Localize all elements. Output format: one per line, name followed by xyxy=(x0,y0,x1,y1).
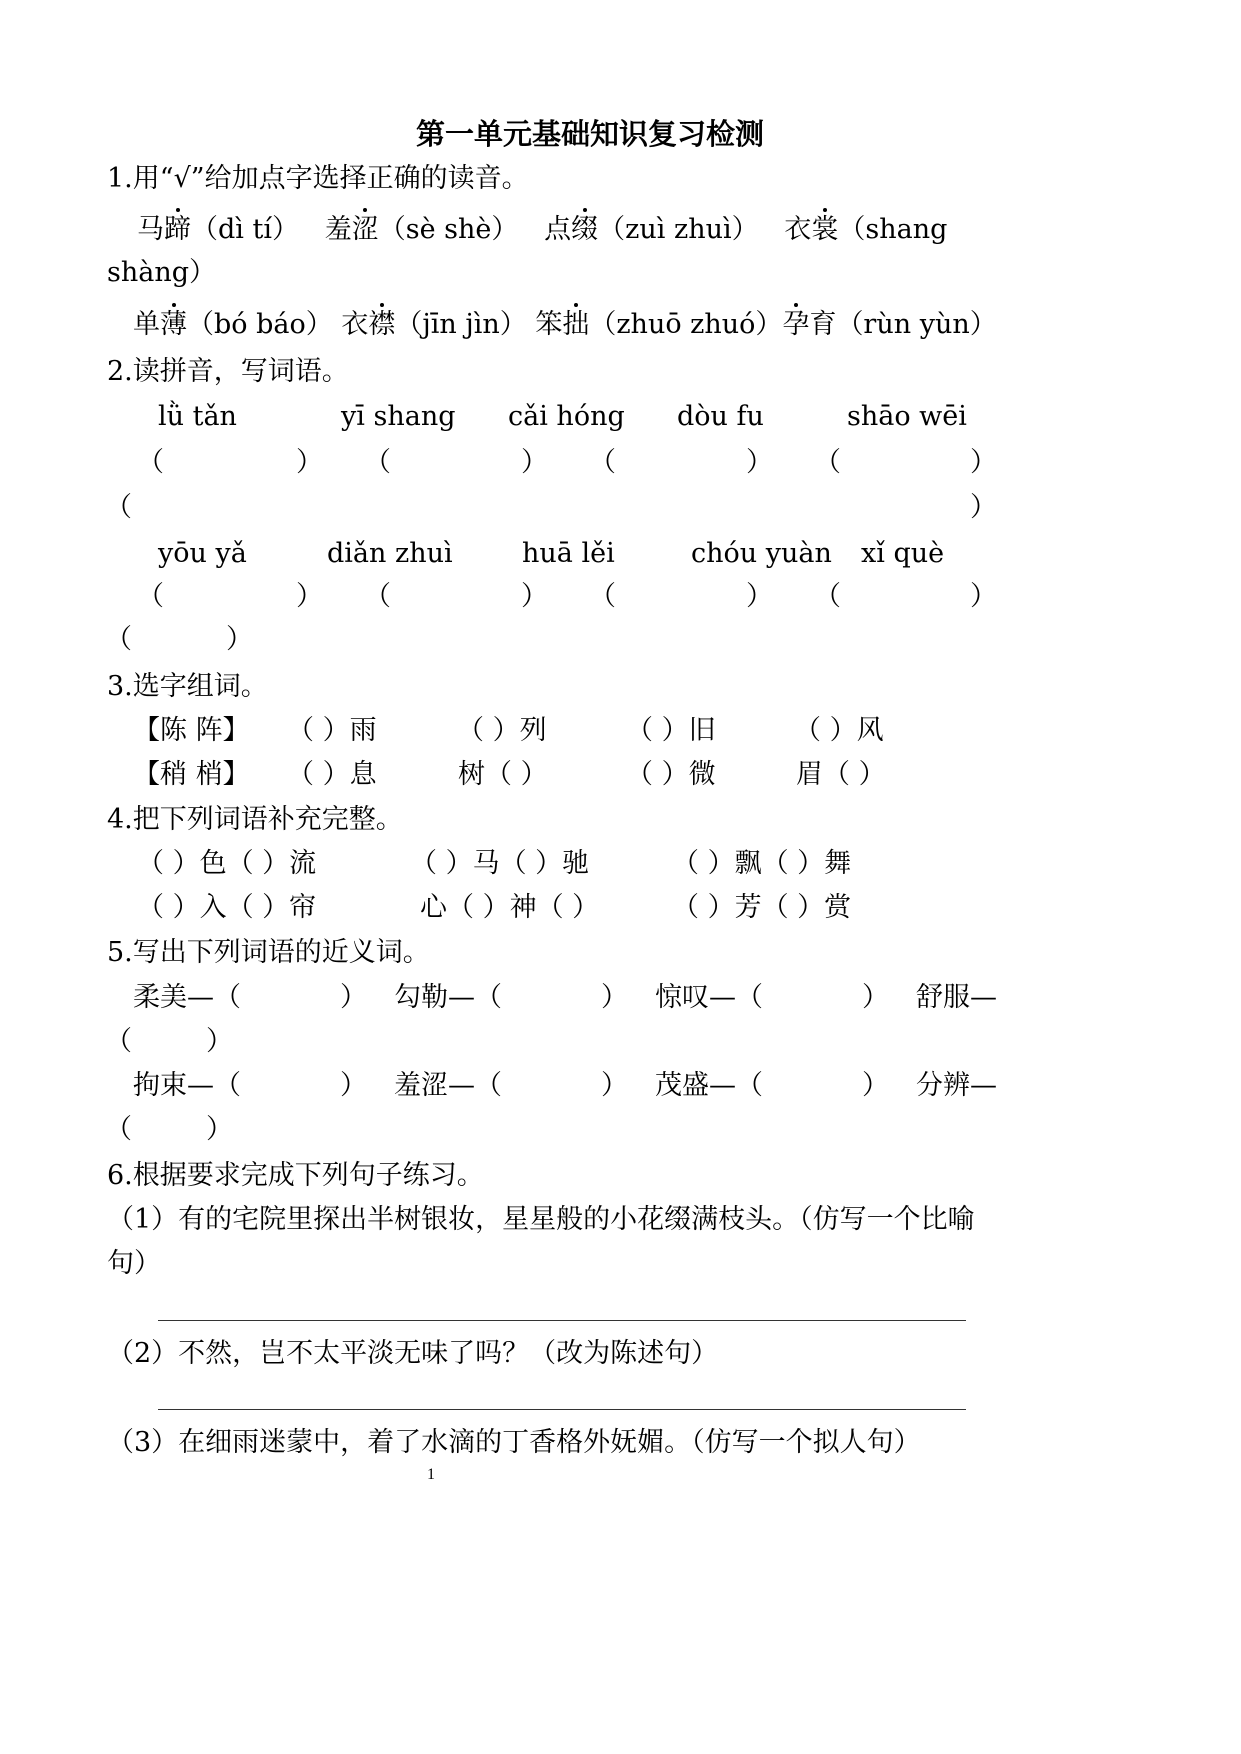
q5-word: 舒服— xyxy=(916,982,997,1013)
q1-dotted-char: 拙 xyxy=(562,309,590,340)
q1-options: （jīn jìn） xyxy=(395,309,527,340)
answer-paren-open: （ xyxy=(105,624,132,655)
q4-heading: 4.把下列词语补充完整。 xyxy=(107,804,403,835)
q4-phrase: （ ）飘（ ）舞 xyxy=(672,848,852,879)
q3-choice: 【陈 阵】 xyxy=(133,715,250,746)
answer-paren-open: （ xyxy=(589,581,616,612)
q1-line3 xyxy=(133,308,997,342)
q1-options: （rùn yùn） xyxy=(836,309,997,340)
q1-char: 点 xyxy=(544,214,572,245)
q1-line1 xyxy=(137,213,947,247)
answer-paren-close: ） xyxy=(746,581,773,612)
q5-word: 羞涩—（ xyxy=(394,1070,502,1101)
q3-blank: （ ）息 xyxy=(287,759,377,790)
q1-dotted-char: 蹄 xyxy=(164,214,191,245)
q5-word: 惊叹—（ xyxy=(655,982,763,1013)
answer-paren-close: ） xyxy=(746,447,773,478)
answer-paren-close: ） xyxy=(970,581,997,612)
q3-blank: （ ）列 xyxy=(457,715,547,746)
answer-paren-close: ） xyxy=(862,1070,889,1101)
pinyin: chóu yuàn xyxy=(691,538,832,569)
q3-choice: 【稍 梢】 xyxy=(133,759,250,790)
answer-paren-close: ） xyxy=(296,581,323,612)
q5-heading: 5.写出下列词语的近义词。 xyxy=(107,937,430,968)
q6-sentence-2: （2）不然，岂不太平淡无味了吗？（改为陈述句） xyxy=(107,1338,719,1369)
page-title: 第一单元基础知识复习检测 xyxy=(416,117,765,151)
answer-paren-open: （ xyxy=(105,1026,132,1057)
q1-options: （sè shè） xyxy=(378,214,519,245)
q3-blank: （ ）微 xyxy=(626,759,716,790)
q4-phrase: （ ）芳（ ）赏 xyxy=(672,892,852,923)
answer-paren-open: （ xyxy=(364,581,391,612)
answer-paren-close: ） xyxy=(340,982,367,1013)
q1-dotted-char: 裳 xyxy=(811,214,839,245)
q3-heading: 3.选字组词。 xyxy=(107,671,268,702)
q1-options: （bó báo） xyxy=(187,309,333,340)
q1-heading: 1.用“√”给加点字选择正确的读音。 xyxy=(107,163,529,194)
q4-phrase: （ ）色（ ）流 xyxy=(137,848,317,879)
q1-dotted-char: 孕 xyxy=(782,309,810,340)
q1-dotted-char: 襟 xyxy=(368,309,396,340)
q6-sentence-1: （1）有的宅院里探出半树银妆，星星般的小花缀满枝头。（仿写一个比喻 xyxy=(107,1204,975,1235)
q6-heading: 6.根据要求完成下列句子练习。 xyxy=(107,1160,484,1191)
q1-dotted-char: 缀 xyxy=(571,214,599,245)
pinyin: diǎn zhuì xyxy=(327,538,453,569)
answer-paren-open: （ xyxy=(589,447,616,478)
answer-line xyxy=(158,1409,966,1410)
pinyin: yōu yǎ xyxy=(158,538,247,569)
answer-paren-open: （ xyxy=(137,447,164,478)
answer-paren-close: ） xyxy=(970,447,997,478)
pinyin: lǜ tǎn xyxy=(158,401,237,432)
q1-char: 衣 xyxy=(784,214,812,245)
answer-paren-close: ） xyxy=(601,982,628,1013)
q1-dotted-char: 薄 xyxy=(160,309,187,340)
answer-paren-close: ） xyxy=(296,447,323,478)
q6-sentence-3: （3）在细雨迷蒙中，着了水滴的丁香格外妩媚。（仿写一个拟人句） xyxy=(107,1427,921,1458)
answer-paren-open: （ xyxy=(105,492,132,523)
q1-line2: shàng） xyxy=(107,257,217,288)
q1-char: 单 xyxy=(133,309,160,340)
q3-blank: （ ）风 xyxy=(794,715,884,746)
page-number: 1 xyxy=(427,1466,435,1483)
answer-line xyxy=(158,1320,966,1321)
answer-paren-close: ） xyxy=(340,1070,367,1101)
pinyin: xǐ què xyxy=(861,538,945,569)
q3-blank: 眉（ ） xyxy=(796,759,886,790)
answer-paren-close: ） xyxy=(226,624,253,655)
q1-char: 衣 xyxy=(341,309,369,340)
q5-word: 茂盛—（ xyxy=(655,1070,763,1101)
pinyin: cǎi hóng xyxy=(508,401,625,432)
q1-options: （dì tí） xyxy=(191,214,299,245)
pinyin: shāo wēi xyxy=(847,401,967,432)
q5-word: 柔美—（ xyxy=(133,982,241,1013)
answer-paren-open: （ xyxy=(814,581,841,612)
q2-heading: 2.读拼音，写词语。 xyxy=(107,356,349,387)
q5-word: 拘束—（ xyxy=(133,1070,241,1101)
answer-paren-open: （ xyxy=(137,581,164,612)
q4-phrase: 心（ ）神（ ） xyxy=(420,892,600,923)
q4-phrase: （ ）入（ ）帘 xyxy=(137,892,317,923)
q1-char: 马 xyxy=(137,214,164,245)
q1-char: 育 xyxy=(809,309,837,340)
q1-char: 羞 xyxy=(324,214,352,245)
pinyin: dòu fu xyxy=(677,401,764,432)
q3-blank: （ ）旧 xyxy=(626,715,716,746)
answer-paren-close: ） xyxy=(206,1114,233,1145)
answer-paren-close: ） xyxy=(601,1070,628,1101)
answer-paren-open: （ xyxy=(105,1114,132,1145)
answer-paren-close: ） xyxy=(206,1026,233,1057)
q1-options: （shang xyxy=(838,214,948,245)
q3-blank: （ ）雨 xyxy=(287,715,377,746)
q1-options: （zhuō zhuó） xyxy=(589,309,783,340)
q6-sentence-1-cont: 句） xyxy=(107,1248,161,1279)
pinyin: huā lěi xyxy=(522,538,615,569)
q5-word: 分辨— xyxy=(916,1070,997,1101)
q3-blank: 树（ ） xyxy=(458,759,548,790)
answer-paren-close: ） xyxy=(521,447,548,478)
answer-paren-close: ） xyxy=(521,581,548,612)
q4-phrase: （ ）马（ ）驰 xyxy=(410,848,590,879)
answer-paren-open: （ xyxy=(814,447,841,478)
answer-paren-close: ） xyxy=(970,492,997,523)
q1-char: 笨 xyxy=(535,309,563,340)
pinyin: yī shang xyxy=(341,401,456,432)
q1-dotted-char: 涩 xyxy=(351,214,379,245)
q5-word: 勾勒—（ xyxy=(394,982,502,1013)
q1-options: （zuì zhuì） xyxy=(598,214,759,245)
answer-paren-open: （ xyxy=(364,447,391,478)
answer-paren-close: ） xyxy=(862,982,889,1013)
